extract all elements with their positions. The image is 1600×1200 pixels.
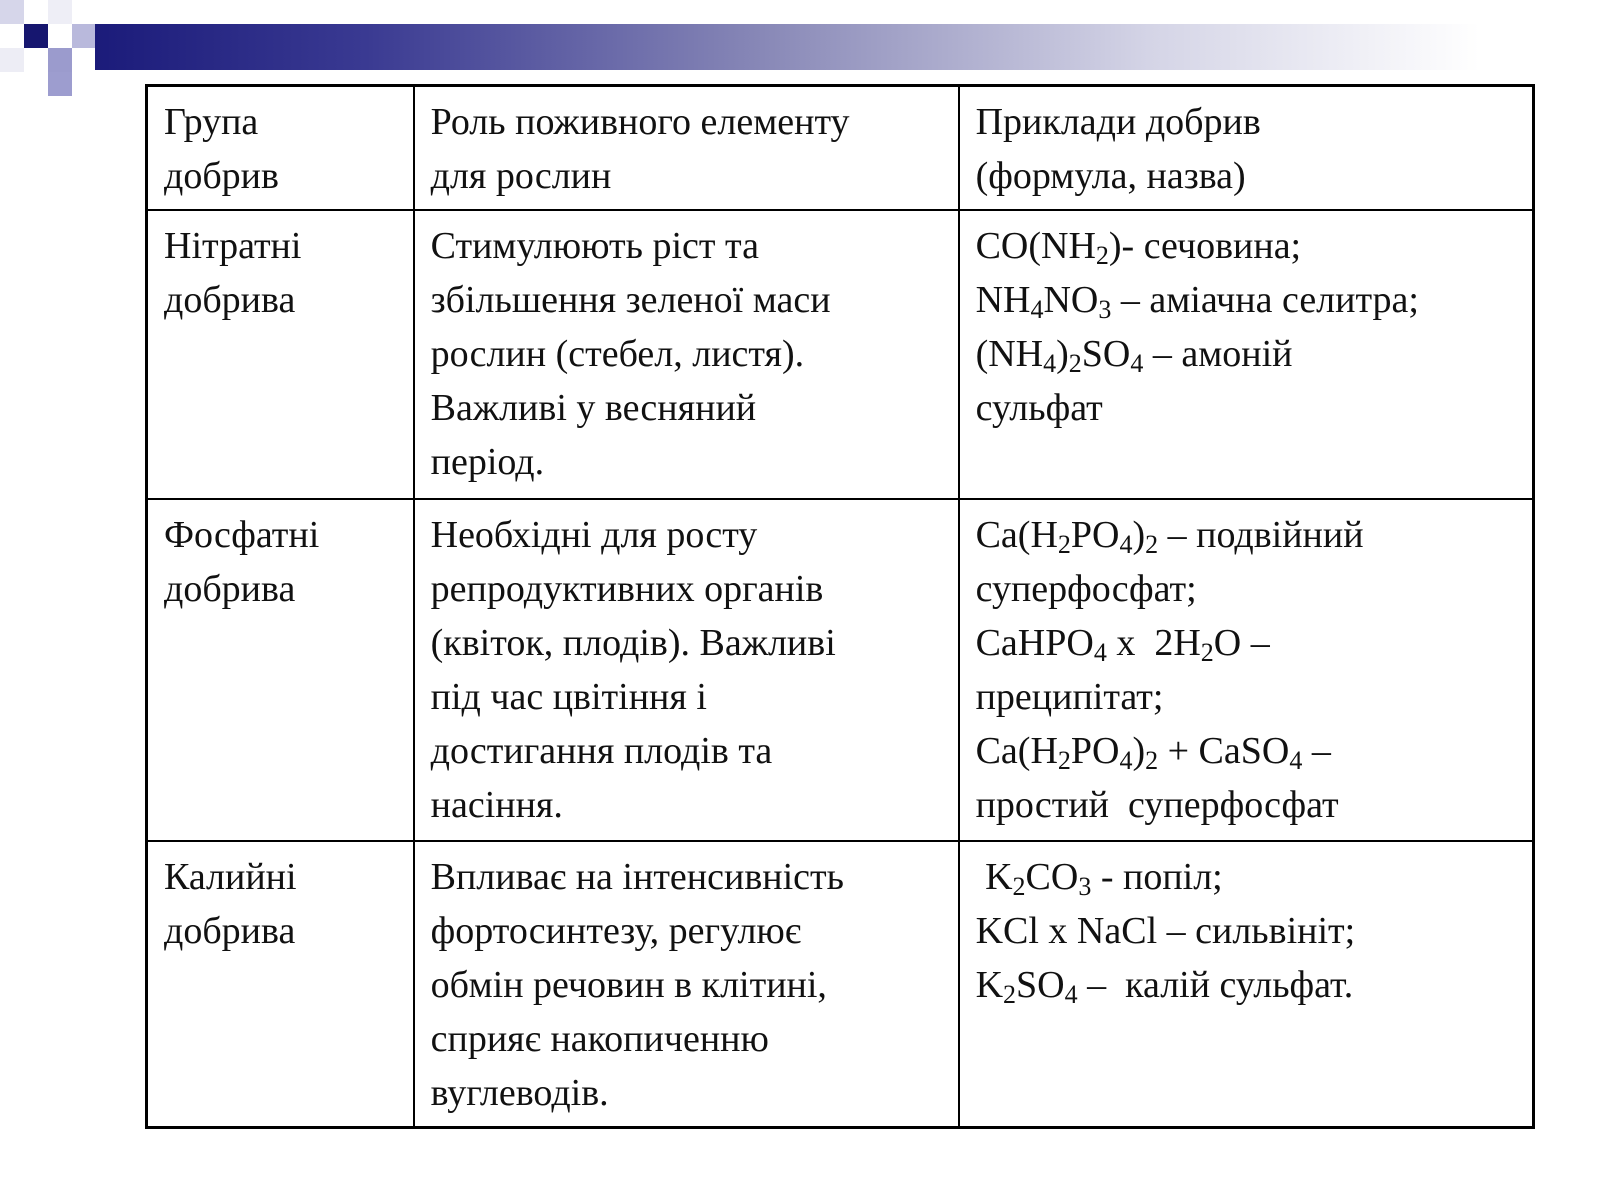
group-text: Калийні: [164, 856, 297, 898]
formula-subscript: 2: [1057, 530, 1071, 559]
formula-text: KCl x NaCl – сильвініт;: [975, 910, 1356, 952]
formula-text: – амоній: [1143, 333, 1293, 375]
role-text: період.: [430, 441, 545, 483]
formula-text: Ca(H: [975, 514, 1058, 556]
formula-text: простий суперфосфат: [975, 784, 1339, 826]
formula-subscript: 4: [1119, 530, 1133, 559]
formula-text: сульфат: [975, 387, 1103, 429]
role-cell: [414, 841, 959, 1128]
group-text: Фосфатні: [164, 514, 320, 556]
role-cell: [414, 499, 959, 841]
formula-text: )- сечовина;: [1108, 225, 1302, 267]
formula-text: PO: [1070, 514, 1120, 556]
example-formula: [976, 670, 1518, 724]
formula-text: - попіл;: [1091, 856, 1223, 898]
title-gradient-band: [95, 24, 1600, 70]
formula-subscript: 2: [1012, 872, 1026, 901]
header-text: (формула, назва): [975, 155, 1246, 197]
role-text: Необхідні для росту: [430, 514, 758, 556]
formula-text: SO: [1016, 964, 1065, 1006]
group-text: добрива: [164, 568, 296, 610]
formula-subscript: 4: [1030, 295, 1044, 324]
decor-square: [48, 0, 72, 24]
formula-text: SO: [1081, 333, 1131, 375]
formula-text: NH: [975, 279, 1031, 321]
group-text: Нітратні: [164, 225, 302, 267]
header-text: Приклади добрив: [975, 101, 1261, 143]
group-cell: [147, 841, 414, 1128]
formula-text: PO: [1070, 730, 1120, 772]
formula-subscript: 4: [1130, 349, 1144, 378]
table-header-row: [147, 86, 1534, 211]
header-text: добрив: [164, 155, 279, 197]
formula-text: ): [1132, 514, 1146, 556]
group-cell: [147, 210, 414, 499]
example-formula: [976, 778, 1518, 832]
decor-square: [72, 0, 96, 24]
example-formula: [976, 219, 1518, 273]
role-text: збільшення зеленої маси: [430, 279, 831, 321]
formula-subscript: 4: [1043, 349, 1057, 378]
header-examples-cell: [959, 86, 1534, 211]
formula-text: – калій сульфат.: [1077, 964, 1354, 1006]
role-text: фортосинтезу, регулює: [430, 910, 802, 952]
role-text: Стимулюють ріст та: [430, 225, 759, 267]
formula-subscript: 2: [1068, 349, 1082, 378]
header-text: Роль поживного елементу: [430, 101, 850, 143]
example-formula: [976, 381, 1518, 435]
examples-cell: [959, 499, 1534, 841]
role-text: Впливає на інтенсивність: [430, 856, 844, 898]
formula-text: NO: [1043, 279, 1099, 321]
group-cell: [147, 499, 414, 841]
examples-cell: [959, 841, 1534, 1128]
group-text: добрива: [164, 279, 296, 321]
formula-subscript: 2: [1095, 241, 1109, 270]
formula-subscript: 4: [1289, 746, 1303, 775]
formula-subscript: 2: [1145, 530, 1159, 559]
example-formula: [976, 616, 1518, 670]
group-text: добрива: [164, 910, 296, 952]
decor-square: [72, 24, 96, 48]
decor-square: [48, 48, 72, 72]
formula-subscript: 2: [1145, 746, 1159, 775]
formula-text: суперфосфат;: [975, 568, 1197, 610]
fertilizer-table: [145, 84, 1535, 1129]
header-text: для рослин: [430, 155, 612, 197]
role-text: під час цвітіння і: [430, 676, 707, 718]
formula-text: CO: [1025, 856, 1079, 898]
decor-square: [48, 72, 72, 96]
role-text: достигання плодів та: [430, 730, 773, 772]
formula-text: преципітат;: [975, 676, 1164, 718]
table-row: [147, 210, 1534, 499]
formula-text: Ca(H: [975, 730, 1058, 772]
formula-text: –: [1302, 730, 1331, 772]
header-role-cell: [414, 86, 959, 211]
formula-text: – аміачна селитра;: [1111, 279, 1419, 321]
formula-subscript: 2: [1003, 980, 1017, 1009]
formula-text: – подвійний: [1158, 514, 1364, 556]
formula-subscript: 4: [1119, 746, 1133, 775]
formula-text: CaHPO: [975, 622, 1094, 664]
example-formula: [976, 904, 1518, 958]
example-formula: [976, 850, 1518, 904]
formula-subscript: 3: [1098, 295, 1112, 324]
role-text: рослин (стебел, листя).: [430, 333, 805, 375]
formula-text: + CaSO: [1158, 730, 1290, 772]
examples-cell: [959, 210, 1534, 499]
formula-text: x 2H: [1106, 622, 1201, 664]
decor-square: [0, 0, 24, 24]
role-text: обмін речовин в клітині,: [430, 964, 827, 1006]
table-row: [147, 499, 1534, 841]
formula-text: ): [1132, 730, 1146, 772]
formula-subscript: 2: [1200, 638, 1214, 667]
decor-square: [0, 48, 24, 72]
table-row: [147, 841, 1534, 1128]
header-text: Група: [164, 101, 259, 143]
formula-text: O –: [1213, 622, 1270, 664]
formula-text: ): [1056, 333, 1069, 375]
header-group-cell: [147, 86, 414, 211]
formula-subscript: 4: [1093, 638, 1107, 667]
formula-subscript: 4: [1064, 980, 1078, 1009]
role-text: (квіток, плодів). Важливі: [430, 622, 836, 664]
example-formula: [976, 562, 1518, 616]
role-text: насіння.: [430, 784, 563, 826]
formula-subscript: 2: [1057, 746, 1071, 775]
formula-text: K: [975, 964, 1004, 1006]
role-cell: [414, 210, 959, 499]
example-formula: [976, 508, 1518, 562]
role-text: сприяє накопиченню: [430, 1018, 769, 1060]
example-formula: [976, 724, 1518, 778]
example-formula: [976, 273, 1518, 327]
role-text: вуглеводів.: [430, 1072, 609, 1114]
role-text: репродуктивних органів: [430, 568, 824, 610]
formula-text: (NH: [975, 333, 1044, 375]
formula-text: K: [975, 856, 1013, 898]
formula-text: CO(NH: [975, 225, 1096, 267]
example-formula: [976, 327, 1518, 381]
example-formula: [976, 958, 1518, 1012]
role-text: Важливі у весняний: [430, 387, 757, 429]
decor-square: [0, 72, 24, 96]
formula-subscript: 3: [1078, 872, 1092, 901]
decor-square: [24, 24, 48, 48]
